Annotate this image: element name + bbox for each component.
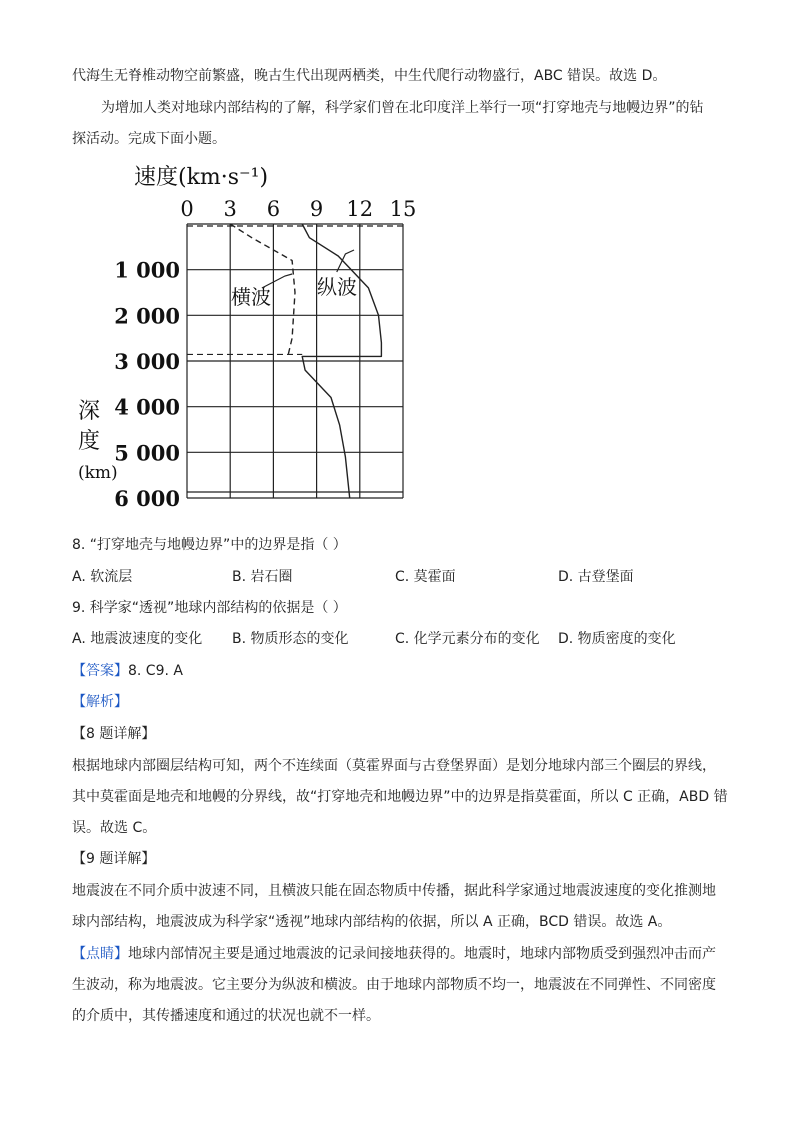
detail-9-heading: 【9 题详解】 xyxy=(72,851,156,867)
y-tick-label: 2 000 xyxy=(114,303,180,329)
q8-option-b[interactable]: B. 岩石圈 xyxy=(232,569,293,585)
question-9-stem: 9. 科学家“透视”地球内部结构的依据是（ ） xyxy=(72,600,347,616)
chart-grid xyxy=(187,224,403,498)
y-tick-label: 1 000 xyxy=(114,257,180,283)
chart-ticks xyxy=(114,197,416,510)
tip-line-3: 的介质中，其传播速度和通过的状况也就不一样。 xyxy=(72,1008,380,1024)
q8-option-d[interactable]: D. 古登堡面 xyxy=(558,569,634,585)
q9-option-a[interactable]: A. 地震波速度的变化 xyxy=(72,631,203,647)
x-tick-label: 12 xyxy=(346,197,374,221)
intro-line-2: 为增加人类对地球内部结构的了解，科学家们曾在北印度洋上举行一项“打穿地壳与地幔边界”的钻 xyxy=(101,100,704,116)
detail-8-line-1: 根据地球内部圈层结构可知，两个不连续面（莫霍界面与古登堡界面）是划分地球内部三个圈层的界线， xyxy=(72,758,716,774)
q9-option-c[interactable]: C. 化学元素分布的变化 xyxy=(395,631,540,647)
intro-line-3: 探活动。完成下面小题。 xyxy=(72,131,226,147)
p-wave-leader xyxy=(337,250,354,272)
x-tick-label: 0 xyxy=(180,197,194,221)
q9-option-b[interactable]: B. 物质形态的变化 xyxy=(232,631,349,647)
answer-label: 【答案】 xyxy=(72,663,128,679)
detail-9-line-1: 地震波在不同介质中波速不同，且横波只能在固态物质中传播，据此科学家通过地震波速度的变化推测地 xyxy=(72,883,716,899)
analysis-label: 【解析】 xyxy=(72,694,128,710)
tip-line-1 xyxy=(72,944,716,964)
tip-line-2: 生波动，称为地震波。它主要分为纵波和横波。由于地球内部物质不均一，地震波在不同弹性、不同密度 xyxy=(72,977,716,993)
q9-option-d[interactable]: D. 物质密度的变化 xyxy=(558,631,676,647)
detail-8-line-2: 其中莫霍面是地壳和地幔的分界线，故“打穿地壳和地幔边界”中的边界是指莫霍面，所以 C 正确，ABD 错 xyxy=(72,789,728,805)
x-tick-label: 9 xyxy=(309,197,324,221)
chart-ylabel: 深度(km) xyxy=(78,399,118,483)
s-wave-leader xyxy=(262,274,292,288)
detail-9-line-2: 球内部结构，地震波成为科学家“透视”地球内部结构的依据，所以 A 正确，BCD 错误。故选 A。 xyxy=(72,914,672,930)
detail-8-heading: 【8 题详解】 xyxy=(72,726,156,742)
chart-title: 速度(km·s⁻¹) xyxy=(134,165,269,190)
question-8-stem: 8. “打穿地壳与地幔边界”中的边界是指（ ） xyxy=(72,537,347,553)
y-tick-label: 5 000 xyxy=(114,440,180,466)
detail-8-line-3: 误。故选 C。 xyxy=(72,820,157,836)
answer-text: 8. C9. A xyxy=(128,663,183,679)
y-tick-label: 3 000 xyxy=(114,349,180,374)
intro-line-1: 代海生无脊椎动物空前繁盛，晚古生代出现两栖类，中生代爬行动物盛行，ABC 错误。故选 D。 xyxy=(72,68,667,84)
tip-text-1: 地球内部情况主要是通过地震波的记录间接地获得的。地震时，地球内部物质受到强烈冲击而产 xyxy=(128,946,716,962)
x-tick-label: 3 xyxy=(223,197,237,221)
q8-option-c[interactable]: C. 莫霍面 xyxy=(395,569,456,585)
analysis-line xyxy=(72,692,128,712)
question-9-options xyxy=(72,629,722,649)
p-wave-label: 纵波 xyxy=(317,275,357,299)
tip-label: 【点睛】 xyxy=(72,946,128,962)
s-wave-label: 横波 xyxy=(231,285,271,309)
x-tick-label: 15 xyxy=(389,197,417,221)
answer-line xyxy=(72,661,183,681)
q8-option-a[interactable]: A. 软流层 xyxy=(72,569,133,585)
y-tick-label: 6 000 xyxy=(114,486,180,510)
question-8-options xyxy=(72,567,722,587)
y-tick-label: 4 000 xyxy=(114,394,180,420)
x-tick-label: 6 xyxy=(266,197,281,221)
seismic-wave-velocity-chart xyxy=(72,158,432,510)
